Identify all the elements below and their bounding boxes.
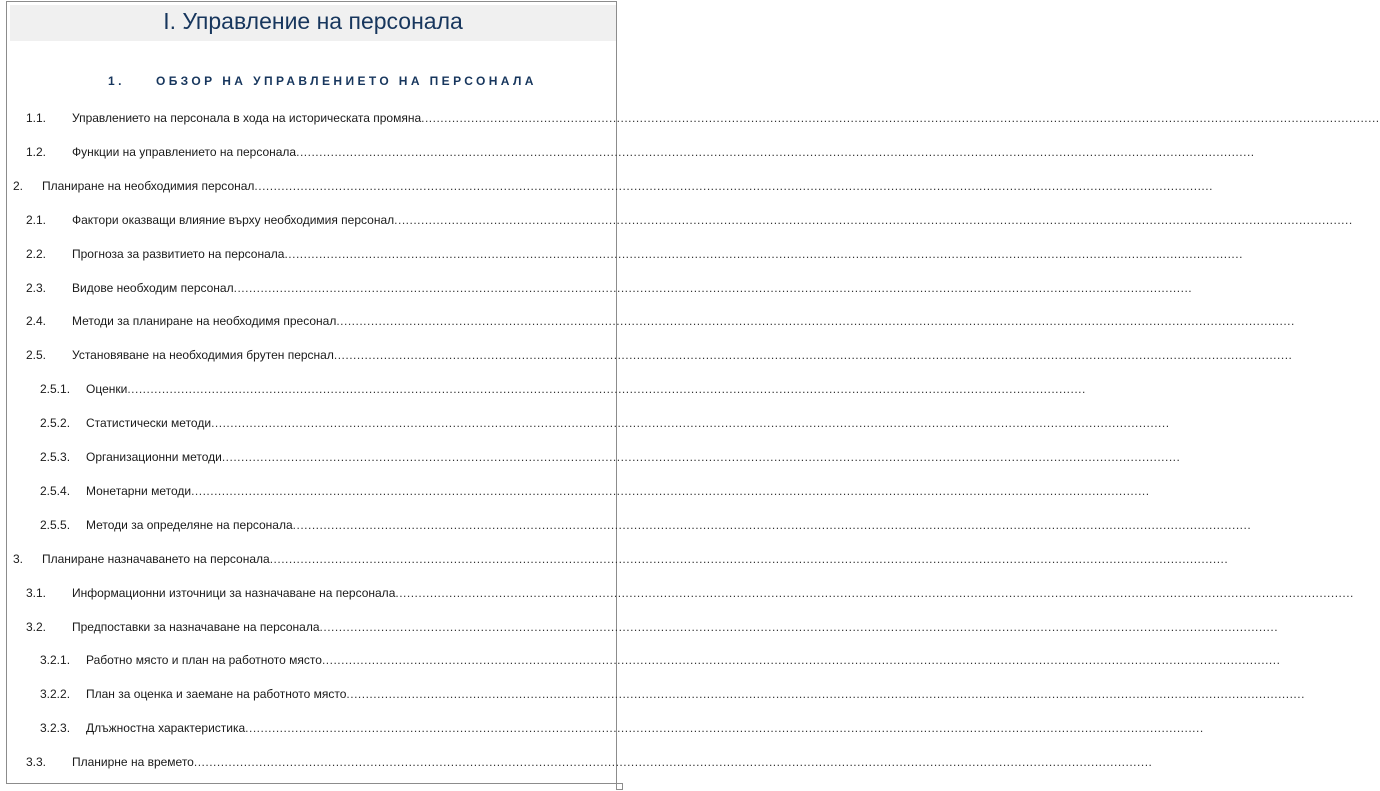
toc-entry-number: 3.2.1. <box>40 653 71 668</box>
toc-entry-text: Длъжностна характеристика <box>86 721 246 736</box>
title-bar <box>10 5 616 41</box>
toc-dot-leader: .......................................................................................................................................................................................................................................................... <box>127 382 1086 397</box>
toc-entry[interactable] <box>26 211 1353 227</box>
toc-entry-text: Методи за определяне на персонала <box>86 517 293 532</box>
toc-entry-text: Информационни източници за назначаване на персонала <box>72 585 396 600</box>
toc-entry-number: 2.5. <box>26 348 47 363</box>
toc-entry[interactable] <box>26 618 1279 634</box>
toc-entry-text: Монетарни методи <box>86 483 192 498</box>
toc-entry[interactable] <box>40 414 1170 431</box>
toc-entry-number: 2. <box>13 178 24 193</box>
toc-entry[interactable] <box>40 380 1086 397</box>
toc-entry[interactable] <box>26 753 1153 770</box>
toc-dot-leader: .......................................................................................................................................................................................................................................................... <box>296 144 1255 159</box>
toc-entry-text: Работно място и план на работното място <box>86 653 322 668</box>
toc-dot-leader: .......................................................................................................................................................................................................................................................... <box>292 517 1252 532</box>
toc-entry-number: 3. <box>13 551 24 566</box>
toc-entry-number: 1.1. <box>26 111 47 125</box>
toc-dot-leader: .......................................................................................................................................................................................................................................................... <box>421 111 1380 125</box>
section-heading <box>108 74 537 88</box>
toc-entry[interactable] <box>40 651 1281 668</box>
toc-entry[interactable] <box>40 516 1252 532</box>
toc-entry-number: 3.2.3. <box>40 721 71 736</box>
toc-entry-text: Фактори оказващи влияние върху необходимия персонал <box>72 212 395 227</box>
toc-entry-number: 2.1. <box>26 212 47 227</box>
toc-entry-number: 2.4. <box>26 314 47 329</box>
toc-entry[interactable] <box>40 448 1181 464</box>
toc-dot-leader: .......................................................................................................................................................................................................................................................... <box>245 721 1204 736</box>
toc-entry-number: 3.1. <box>26 585 47 600</box>
toc-entry[interactable] <box>26 245 1243 261</box>
toc-entry-number: 1.2. <box>26 144 47 159</box>
document-page <box>6 1 1380 784</box>
toc-entry-number: 2.5.4. <box>40 483 71 498</box>
toc-dot-leader: .......................................................................................................................................................................................................................................................... <box>221 450 1181 464</box>
toc-entry[interactable] <box>40 719 1204 736</box>
toc-dot-leader: .......................................................................................................................................................................................................................................................... <box>191 483 1150 498</box>
toc-entry-text: Управлението на персонала в хода на историческата промяна <box>72 111 422 125</box>
toc-entry-number: 3.3. <box>26 755 47 770</box>
toc-entry-text: Планирне на времето <box>72 755 194 770</box>
toc-entry[interactable] <box>26 109 1380 125</box>
toc-dot-leader: .......................................................................................................................................................................................................................................................... <box>336 314 1295 329</box>
toc-entry-text: План за оценка и заемане на работното място <box>86 687 347 702</box>
toc-dot-leader: .......................................................................................................................................................................................................................................................... <box>321 653 1281 668</box>
toc-entry[interactable] <box>26 346 1293 363</box>
toc-entry[interactable] <box>26 584 1354 600</box>
toc-entry-number: 2.5.1. <box>40 382 71 397</box>
toc-entry[interactable] <box>13 177 1213 193</box>
toc-entry-text: Прогноза за развитието на персонала <box>72 246 285 261</box>
toc-entry-text: Методи за планиране на необходимя пресонал <box>72 314 337 329</box>
toc-dot-leader: .......................................................................................................................................................................................................................................................... <box>193 755 1153 770</box>
toc-entry[interactable] <box>40 482 1150 498</box>
toc-entry[interactable] <box>26 143 1255 159</box>
toc-entry-text: Статистически методи <box>86 416 212 431</box>
toc-dot-leader: .......................................................................................................................................................................................................................................................... <box>284 246 1243 261</box>
resize-handle[interactable] <box>616 783 623 790</box>
toc-entry-text: Планиране на необходимия персонал <box>42 178 255 193</box>
section-heading-text: ОБЗОР НА УПРАВЛЕНИЕТО НА ПЕРСОНАЛА <box>156 74 537 88</box>
section-heading-number: 1. <box>108 74 125 88</box>
toc-entry[interactable] <box>13 550 1229 566</box>
toc-dot-leader: .......................................................................................................................................................................................................................................................... <box>333 348 1293 363</box>
toc-dot-leader: .......................................................................................................................................................................................................................................................... <box>269 551 1229 566</box>
page-title: I. Управление на персонала <box>163 8 463 34</box>
toc-entry-text: Видове необходим персонал <box>72 280 234 295</box>
toc-entry-text: Установяване на необходимия брутен перснал <box>72 348 334 363</box>
toc-entry-number: 2.5.3. <box>40 450 71 464</box>
toc-entry-number: 3.2. <box>26 619 47 634</box>
toc-entry-number: 2.3. <box>26 280 47 295</box>
toc-dot-leader: .......................................................................................................................................................................................................................................................... <box>319 619 1279 634</box>
toc-entry-number: 2.2. <box>26 246 47 261</box>
toc-entry-number: 2.5.2. <box>40 416 71 431</box>
toc-dot-leader: .......................................................................................................................................................................................................................................................... <box>254 178 1213 193</box>
toc-dot-leader: .......................................................................................................................................................................................................................................................... <box>233 280 1193 295</box>
toc-dot-leader: .......................................................................................................................................................................................................................................................... <box>394 212 1353 227</box>
toc-entry-text: Предпоставки за назначаване на персонала <box>72 619 320 634</box>
toc-dot-leader: .......................................................................................................................................................................................................................................................... <box>395 585 1354 600</box>
toc-entry-text: Функции на управлението на персонала <box>72 144 297 159</box>
toc-entry[interactable] <box>26 312 1295 329</box>
toc-entry-text: Организационни методи <box>86 450 222 464</box>
toc-dot-leader: .......................................................................................................................................................................................................................................................... <box>211 416 1170 431</box>
toc-entry-number: 3.2.2. <box>40 687 71 702</box>
toc-entry[interactable] <box>26 279 1193 295</box>
toc-entry[interactable] <box>40 685 1305 702</box>
toc-dot-leader: .......................................................................................................................................................................................................................................................... <box>346 687 1305 702</box>
toc-entry-text: Планиране назначаването на персонала <box>42 551 270 566</box>
toc-entry-number: 2.5.5. <box>40 517 71 532</box>
toc-entry-text: Оценки <box>86 382 128 397</box>
